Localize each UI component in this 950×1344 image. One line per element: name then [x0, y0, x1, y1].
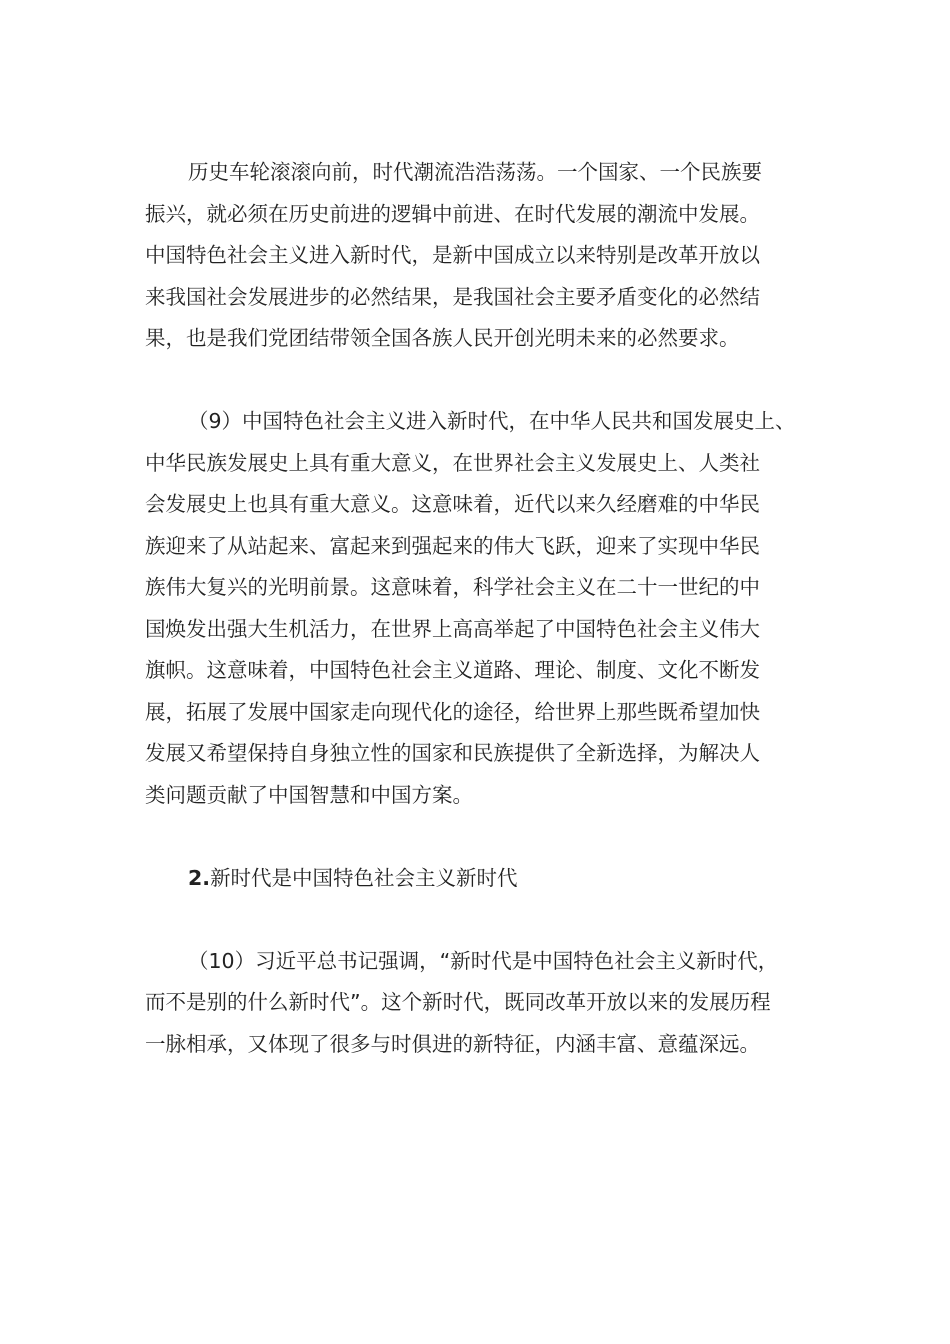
text-line: 发展又希望保持自身独立性的国家和民族提供了全新选择，为解决人	[145, 741, 760, 765]
text-line: 果，也是我们党团结带领全国各族人民开创光明未来的必然要求。	[145, 326, 740, 350]
section-number: 2.	[188, 865, 211, 890]
text-line: （10）习近平总书记强调，“新时代是中国特色社会主义新时代，	[188, 948, 779, 973]
text-line: 旗帜。这意味着，中国特色社会主义道路、理论、制度、文化不断发	[145, 658, 760, 682]
document-body	[145, 152, 830, 1107]
text-line: 振兴，就必须在历史前进的逻辑中前进、在时代发展的潮流中发展。	[145, 201, 760, 226]
text-line: 历史车轮滚滚向前，时代潮流浩浩荡荡。一个国家、一个民族要	[188, 160, 762, 184]
text-line: 族伟大复兴的光明前景。这意味着，科学社会主义在二十一世纪的中	[145, 575, 760, 599]
text-line: 一脉相承，又体现了很多与时俱进的新特征，内涵丰富、意蕴深远。	[145, 1031, 760, 1056]
text-line: （9）中国特色社会主义进入新时代，在中华人民共和国发展史上、	[188, 409, 796, 433]
text-line: 族迎来了从站起来、富起来到强起来的伟大飞跃，迎来了实现中华民	[145, 533, 760, 558]
text-line: 展，拓展了发展中国家走向现代化的途径，给世界上那些既希望加快	[145, 699, 760, 724]
text-line: 国焕发出强大生机活力，在世界上高高举起了中国特色社会主义伟大	[145, 616, 760, 641]
text-line: 来我国社会发展进步的必然结果，是我国社会主要矛盾变化的必然结	[145, 284, 760, 309]
section-title: 新时代是中国特色社会主义新时代	[210, 865, 518, 890]
text-line: 类问题贡献了中国智慧和中国方案。	[145, 782, 473, 807]
text-line: 而不是别的什么新时代”。这个新时代，既同改革开放以来的发展历程	[145, 990, 771, 1014]
section-heading	[145, 858, 830, 900]
text-line: 中国特色社会主义进入新时代，是新中国成立以来特别是改革开放以	[145, 243, 760, 267]
text-line: 中华民族发展史上具有重大意义，在世界社会主义发展史上、人类社	[145, 450, 760, 475]
paragraph-9-significance	[145, 401, 830, 816]
paragraph-10-new-era	[145, 941, 830, 1066]
text-line: 会发展史上也具有重大意义。这意味着，近代以来久经磨难的中华民	[145, 492, 760, 516]
paragraph-history-wheel	[145, 152, 830, 360]
